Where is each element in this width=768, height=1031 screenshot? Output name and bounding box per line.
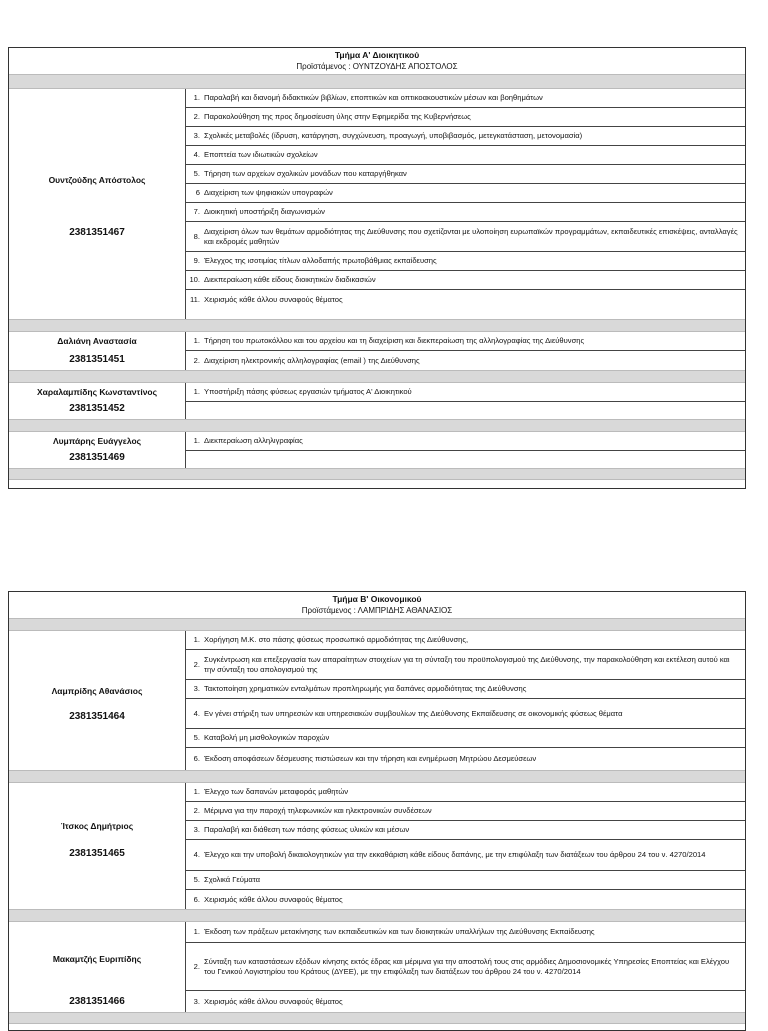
task-text: Παραλαβή και διάθεση των πάσης φύσεως υλικών και μέσων [204,825,410,834]
task-number: 7. [193,207,200,216]
department-a-title: Τμήμα Α' Διοικητικού [334,50,420,60]
task-item [186,840,745,871]
task-text: Σχολικές μεταβολές (ίδρυση, κατάργηση, συγχώνευση, προαγωγή, υποβιβασμός, μετεγκατάσταση, μετονομασία) [204,131,583,140]
task-number: 2. [193,659,200,669]
task-text: Χειρισμός κάθε άλλου συναφούς θέματος [204,294,343,304]
task-text: Έλεγχο των δαπανών μεταφοράς μαθητών [204,787,349,796]
department-a-table [8,47,746,489]
task-list [185,383,745,419]
separator [9,319,745,332]
task-list [185,631,745,770]
task-item [186,680,745,699]
person-phone: 2381351466 [69,996,125,1007]
task-number: 8. [193,231,200,241]
task-number: 1. [193,787,200,796]
task-text: Τήρηση του πρωτοκόλλου και του αρχείου και τη διαχείριση και διεκπεραίωση της αλληλογραφίας της Διεύθυνσης [204,336,585,345]
task-number: 11. [190,294,200,304]
task-number: 2. [193,961,200,971]
person-row [9,783,745,909]
task-text: Συγκέντρωση και επεξεργασία των απαραίτητων στοιχείων για τη σύνταξη του προϋπολογισμού της Διεύθυνσης, την παρακολούθηση και εκτέλεση αυτού και την σύνταξη του απολογισμού της [204,654,730,674]
task-item [186,271,745,290]
separator [9,909,745,922]
task-text: Παρακολούθηση της προς δημοσίευση ύλης στην Εφημερίδα της Κυβερνήσεως [204,112,471,121]
task-number: 4. [193,850,200,859]
separator [9,1012,745,1024]
task-number: 4. [193,708,200,718]
task-item [186,871,745,890]
task-number: 5. [193,733,200,742]
task-number: 2. [193,355,200,365]
person-phone: 2381351469 [69,452,125,463]
task-text: Μέριμνα για την παροχή τηλεφωνικών και ηλεκτρονικών συνδέσεων [204,806,432,815]
task-text: Διαχείριση όλων των θεμάτων αρμοδιότητας της Διεύθυνσης που σχετίζονται με υλοποίηση ευρωπαϊκών προγραμμάτων, εκπαιδευτικές επισκέψεις, ανταλλαγές και εκδρομές μαθητών [204,226,738,246]
person-name: Δαλιάνη Αναστασία [57,336,137,346]
person-phone: 2381351467 [69,227,125,238]
separator [9,370,745,383]
task-text: Διεκπεραίωση αλληλιγραφίας [204,436,303,445]
task-number: 1. [193,635,200,644]
task-text: Υποστήριξη πάσης φύσεως εργασιών τμήματος Α' Διοικητικού [204,387,412,396]
task-number: 10. [189,275,200,284]
task-number: 3. [193,825,200,834]
person-row [9,89,745,319]
task-text: Καταβολή μη μισθολογικών παροχών [204,733,330,742]
task-number: 3. [193,131,200,140]
task-item [186,991,745,1012]
person-row [9,383,745,419]
department-b-table [8,591,746,1031]
separator [9,419,745,432]
task-text: Χειρισμός κάθε άλλου συναφούς θέματος [204,894,343,904]
task-item [186,165,745,184]
task-item [186,146,745,165]
task-item [186,222,745,252]
task-number: 1. [193,927,200,936]
task-item [186,783,745,802]
task-number: 9. [193,256,200,265]
task-text: Διαχείριση των ψηφιακών υπογραφών [204,188,333,197]
person-name: Λαμπρίδης Αθανάσιος [51,686,143,696]
task-text: Χειρισμός κάθε άλλου συναφούς θέματος [204,996,343,1006]
task-number: 6. [193,754,200,763]
task-item [186,943,745,991]
task-item [186,290,745,309]
person-phone: 2381351452 [69,403,125,414]
person-name: Χαραλαμπίδης Κωνσταντίνος [36,387,158,397]
task-item [186,351,745,370]
task-text: Τήρηση των αρχείων σχολικών μονάδων που καταργήθηκαν [204,169,407,178]
person-row [9,432,745,468]
task-item [186,729,745,748]
task-text: Έκδοση αποφάσεων δέσμευσης πιστώσεων και την τήρηση και ενημέρωση Μητρώου Δεσμεύσεων [204,754,537,763]
task-item [186,108,745,127]
task-text: Έλεγχο και την υποβολή δικαιολογητικών για την εκκαθάριση κάθε είδους δαπάνης, με την επιφύλαξη των διατάξεων του άρθρου 24 του ν. 4270/2014 [204,850,706,859]
person-name: Ίτσκος Δημήτριος [60,821,134,831]
person-phone: 2381351451 [69,354,125,365]
task-item [186,922,745,943]
task-text: Εποπτεία των ιδιωτικών σχολείων [204,150,318,159]
task-text: Έκδοση των πράξεων μετακίνησης των εκπαιδευτικών και των διοικητικών υπαλλήλων της Διεύθυνσης Εκπαίδευσης [204,927,595,936]
task-list [185,89,745,319]
task-text: Χορήγηση Μ.Κ. στο πάσης φύσεως προσωπικό αρμοδιότητας της Διεύθυνσης, [204,635,469,644]
task-item [186,432,745,451]
separator [9,74,745,89]
separator [9,618,745,631]
department-b-title: Τμήμα Β' Οικονομικού [332,594,422,604]
task-list [185,332,745,370]
person-row [9,922,745,1012]
department-b-header [9,592,745,618]
task-number: 3. [193,684,200,693]
task-number: 4. [193,150,200,159]
task-item [186,699,745,729]
task-item [186,821,745,840]
department-a-header [9,48,745,74]
task-text: Παραλαβή και διανομή διδακτικών βιβλίων, εποπτικών και οπτικοακουστικών μέσων και βοηθημάτων [204,93,543,102]
task-item [186,89,745,108]
person-phone: 2381351465 [69,848,125,859]
task-text: Σχολικά Γεύματα [204,875,261,884]
task-text: Σύνταξη των καταστάσεων εξόδων κίνησης εκτός έδρας και μέριμνα για την αποστολή τους στις αρμόδιες Δημοσιονομικές Υπηρεσίες Εποπτείας και Ελέγχου του Γενικού Λογιστηρίου του Κράτους (ΔΥΕΕ), με την επιφύλαξη των διατάξεων του άρθρου 24 του ν. 4270/2014 [204,956,730,976]
task-number: 1. [193,336,200,345]
person-phone: 2381351464 [69,711,125,722]
task-text: Εν γένει στήριξη των υπηρεσιών και υπηρεσιακών συμβουλίων της Διεύθυνσης Εκπαίδευσης σε οικονομικής φύσεως θέματα [204,708,623,718]
task-item [186,383,745,402]
task-item [186,127,745,146]
task-text: Έλεγχος της ισοτιμίας τίτλων αλλοδαπής πρωτοβάθμιας εκπαίδευσης [204,256,437,265]
task-text: Διαχείριση ηλεκτρονικής αλληλογραφίας (email ) της Διεύθυνσης [204,355,420,365]
person-name: Μακαμτζής Ευριπίδης [52,954,142,964]
task-item [186,203,745,222]
task-list [185,432,745,468]
task-item [186,332,745,351]
task-item [186,184,745,203]
task-item [186,802,745,821]
task-number: 1. [193,387,200,396]
task-text: Διοικητική υποστήριξη διαγωνισμών [204,207,325,216]
task-item [186,890,745,909]
person-row [9,631,745,770]
task-list [185,922,745,1012]
task-number: 1. [193,436,200,445]
task-number: 1. [193,93,200,102]
task-number: 2. [193,806,200,815]
task-item [186,748,745,770]
department-a-manager: Προϊστάμενος : ΟΥΝΤΖΟΥΔΗΣ ΑΠΟΣΤΟΛΟΣ [296,62,458,71]
separator [9,468,745,480]
task-list [185,783,745,909]
task-number: 5. [193,875,200,884]
task-number: 3. [193,996,200,1006]
task-number: 6. [193,894,200,904]
task-text: Τακτοποίηση χρηματικών ενταλμάτων προπληρωμής για δαπάνες αρμοδιότητας της Διεύθυνσης [204,684,527,693]
task-item [186,252,745,271]
task-item [186,631,745,650]
person-name: Ουντζούδης Απόστολος [48,175,146,185]
task-number: 6 [195,188,200,197]
task-text: Διεκπεραίωση κάθε είδους διοικητικών διαδικασιών [204,275,376,284]
department-b-manager: Προϊστάμενος : ΛΑΜΠΡΙΔΗΣ ΑΘΑΝΑΣΙΟΣ [301,606,453,615]
task-number: 5. [193,169,200,178]
task-item [186,650,745,680]
separator [9,770,745,783]
person-name: Λυμπάρης Ευάγγελος [52,436,142,446]
task-number: 2. [193,112,200,121]
person-row [9,332,745,370]
